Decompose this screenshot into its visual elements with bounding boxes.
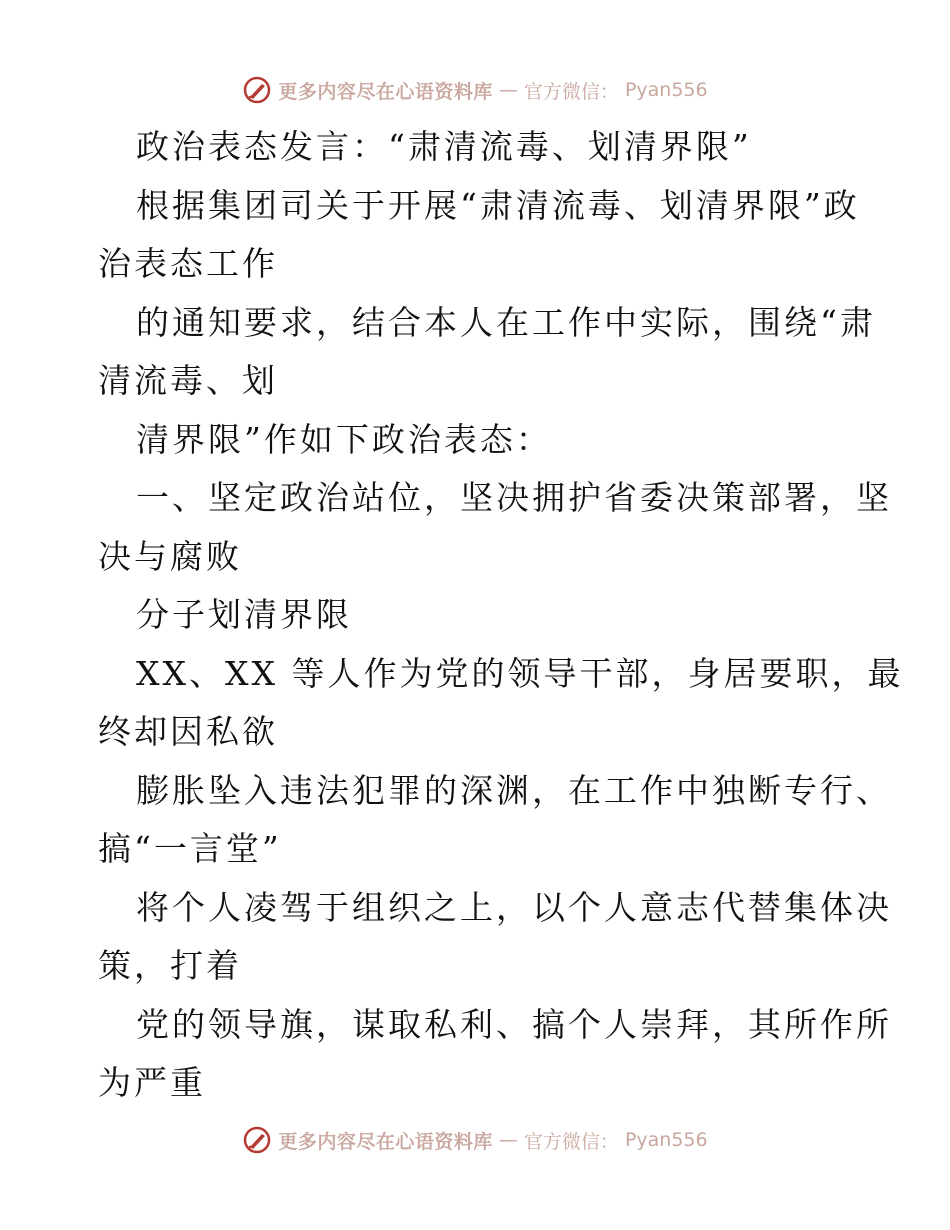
footer-watermark-banner — [0, 1120, 950, 1160]
doc-line: 分子划清界限 — [136, 595, 352, 634]
doc-section-heading: 一、坚定政治站位，坚决拥护省委决策部署，坚 — [136, 478, 892, 517]
document-body — [98, 118, 904, 1113]
doc-line: 的通知要求，结合本人在工作中实际，围绕“肃 — [136, 302, 876, 342]
doc-line: 党的领导旗，谋取私利、搞个人崇拜，其所作所 — [136, 1004, 892, 1044]
doc-line: 将个人凌驾于组织之上，以个人意志代替集体决 — [136, 887, 892, 927]
doc-line: 清流毒、划 — [98, 361, 278, 400]
quill-pen-circle-icon — [242, 75, 272, 105]
banner-site-text: 更多内容尽在心语资料库 — [278, 80, 493, 103]
banner-site-text: 更多内容尽在心语资料库 — [278, 1130, 493, 1153]
doc-line: 清界限”作如下政治表态： — [136, 419, 552, 459]
banner-wechat-id: Pyan556 — [624, 1129, 708, 1151]
header-watermark-banner — [0, 70, 950, 110]
banner-separator: — — [498, 1129, 518, 1151]
doc-line: 治表态工作 — [98, 244, 278, 283]
banner-wechat-label: 官方微信： — [523, 1130, 619, 1153]
doc-line: 策，打着 — [98, 946, 242, 985]
quill-pen-circle-icon — [242, 1125, 272, 1155]
banner-wechat-label: 官方微信： — [523, 80, 619, 103]
doc-line: 根据集团司关于开展“肃清流毒、划清界限”政 — [136, 185, 860, 225]
doc-line: 膨胀坠入违法犯罪的深渊，在工作中独断专行、 — [136, 770, 892, 810]
doc-line: 搞“一言堂” — [98, 829, 282, 868]
doc-line: 为严重 — [98, 1063, 206, 1102]
doc-line: 终却因私欲 — [98, 712, 278, 751]
doc-title: 政治表态发言：“肃清流毒、划清界限” — [136, 127, 752, 166]
banner-separator: — — [498, 79, 518, 101]
banner-wechat-id: Pyan556 — [624, 79, 708, 101]
doc-line: XX、XX 等人作为党的领导干部，身居要职，最 — [136, 653, 904, 693]
doc-line: 决与腐败 — [98, 536, 242, 576]
